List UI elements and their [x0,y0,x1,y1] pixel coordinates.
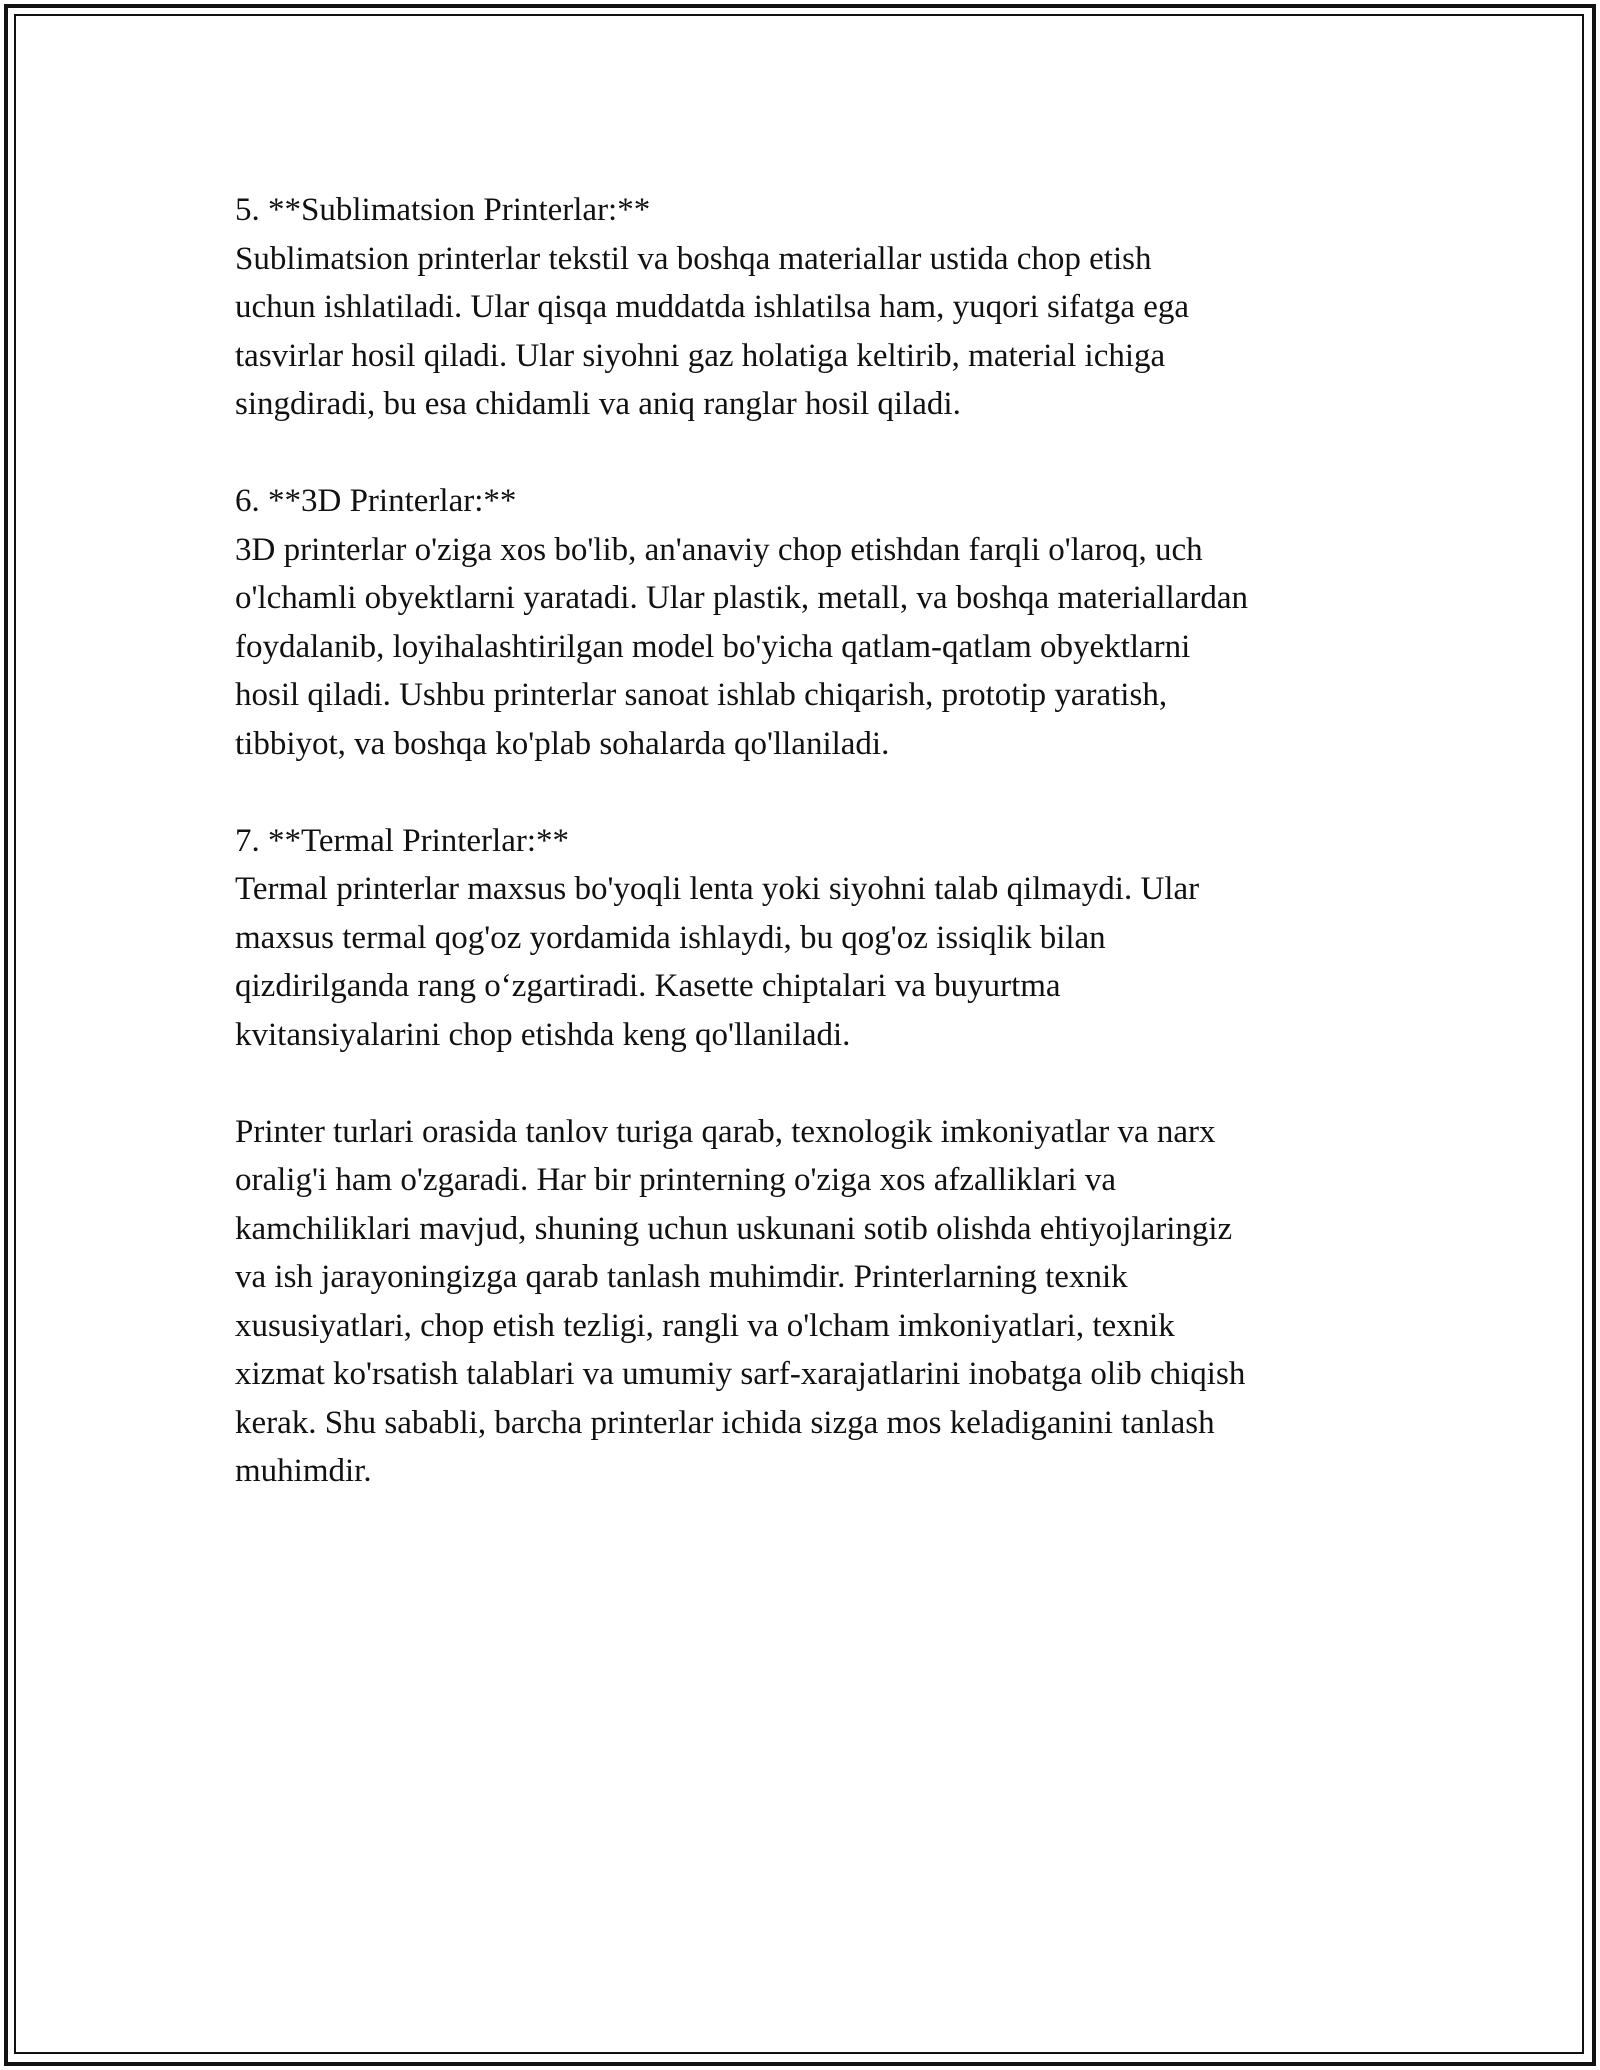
section-5-body: Sublimatsion printerlar tekstil va boshqa materiallar ustida chop etish uchun ishlatiladi. Ular qisqa muddatda ishlatilsa ham, yuqori sifatga ega tasvirlar hosil qiladi. Ular siyohni gaz holatiga keltirib, material ichiga singdiradi, bu esa chidamli va aniq ranglar hosil qiladi. [235,240,1190,422]
section-7-body: Termal printerlar maxsus bo'yoqli lenta yoki siyohni talab qilmaydi. Ular maxsus termal qog'oz yordamida ishlaydi, bu qog'oz issiqlik bilan qizdirilganda rang o‘zgartiradi. Kasette chiptalari va buyurtma kvitansiyalarini chop etishda keng qo'llaniladi. [235,871,1200,1053]
document-body [235,186,1365,1496]
section-5-heading: 5. **Sublimatsion Printerlar:** [235,192,651,228]
section-6-body: 3D printerlar o'ziga xos bo'lib, an'anaviy chop etishdan farqli o'laroq, uch o'lchamli obyektlarni yaratadi. Ular plastik, metall, va boshqa materiallardan foydalanib, loyihalashtirilgan model bo'yicha qatlam-qatlam obyektlarni hosil qiladi. Ushbu printerlar sanoat ishlab chiqarish, prototip yaratish, tibbiyot, va boshqa ko'plab sohalarda qo'llaniladi. [235,531,1249,762]
section-6-heading: 6. **3D Printerlar:** [235,483,517,519]
conclusion-paragraph: Printer turlari orasida tanlov turiga qarab, texnologik imkoniyatlar va narx oralig'i ham o'zgaradi. Har bir printerning o'ziga xos afzalliklari va kamchiliklari mavjud, shuning uchun uskunani sotib olishda ehtiyojlaringiz va ish jarayoningizga qarab tanlash muhimdir. Printerlarning texnik xususiyatlari, chop etish tezligi, rangli va o'lcham imkoniyatlari, texnik xizmat ko'rsatish talablari va umumiy sarf-xarajatlarini inobatga olib chiqish kerak. Shu sababli, barcha printerlar ichida sizga mos keladiganini tanlash muhimdir. [235,1113,1246,1489]
section-7-heading: 7. **Termal Printerlar:** [235,822,570,859]
paragraph-gap [235,768,1365,817]
paragraph-gap [235,1059,1365,1108]
paragraph-gap [235,429,1365,478]
